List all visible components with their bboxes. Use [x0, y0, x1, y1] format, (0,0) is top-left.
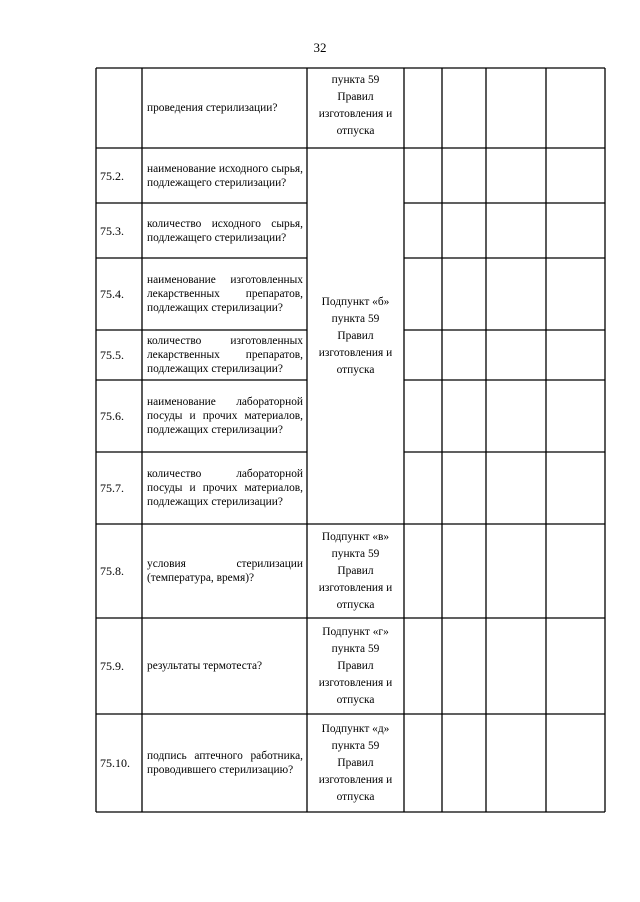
row-number: 75.6. [100, 409, 124, 423]
row-number: 75.3. [100, 223, 124, 238]
row-number: 75.2. [100, 168, 124, 183]
row-number: 75.5. [100, 348, 124, 362]
legal-reference: пункта 59 Правил изготовления и отпуска [318, 74, 393, 137]
question-text: проведения стерилизации? [147, 102, 278, 114]
row-number: 75.10. [100, 756, 130, 770]
question-text: наименование изготовленных лекарственных препаратов, подлежащих стерилизации? [147, 274, 303, 314]
question-text: наименование лабораторной посуды и прочих материалов, подлежащих стерилизации? [147, 396, 303, 436]
legal-reference-merged: Подпункт «б» пункта 59 Правил изготовления и отпуска [318, 295, 393, 376]
question-text: условия стерилизации (температура, время)? [147, 558, 303, 584]
question-text: подпись аптечного работника, проводившего стерилизацию? [147, 750, 303, 776]
question-text: количество лабораторной посуды и прочих материалов, подлежащих стерилизации? [147, 468, 303, 508]
question-text: результаты термотеста? [147, 660, 263, 672]
question-text: количество исходного сырья, подлежащего стерилизации? [147, 217, 303, 244]
legal-reference: Подпункт «д» пункта 59 Правил изготовления и отпуска [318, 722, 393, 803]
question-text: наименование исходного сырья, подлежащего стерилизации? [147, 162, 303, 189]
row-number [96, 68, 142, 148]
row-number: 75.4. [100, 287, 124, 301]
row-number: 75.8. [100, 564, 124, 578]
legal-reference: Подпункт «г» пункта 59 Правил изготовления и отпуска [318, 625, 393, 706]
question-text: количество изготовленных лекарственных препаратов, подлежащих стерилизации? [147, 335, 303, 375]
row-number: 75.9. [100, 659, 124, 673]
page-number: 32 [313, 40, 327, 55]
row-number: 75.7. [100, 481, 124, 495]
legal-reference: Подпункт «в» пункта 59 Правил изготовления и отпуска [318, 530, 393, 611]
